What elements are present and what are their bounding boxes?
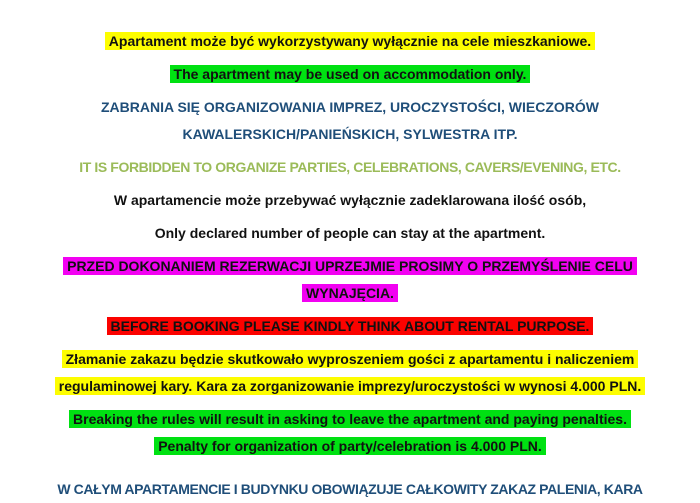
highlighted-text: Złamanie zakazu będzie skutkowało wyproszeniem gości z apartamentu i naliczeniem <box>62 350 639 368</box>
section-en-think-about-purpose <box>0 313 700 340</box>
rule-line <box>0 476 700 503</box>
highlighted-text: regulaminowej kary. Kara za zorganizowanie imprezy/uroczystości w wynosi 4.000 PLN. <box>55 377 646 395</box>
section-pl-declared-guests <box>0 187 700 214</box>
text: Only declared number of people can stay at the apartment. <box>154 225 546 241</box>
section-en-no-parties <box>0 154 700 181</box>
text: ZABRANIA SIĘ ORGANIZOWANIA IMPREZ, UROCZYSTOŚCI, WIECZORÓW <box>100 99 600 115</box>
rule-line <box>0 346 700 373</box>
rule-line <box>0 28 700 55</box>
rule-line <box>0 220 700 247</box>
highlighted-text: The apartment may be used on accommodation only. <box>170 65 531 83</box>
rule-line <box>0 61 700 88</box>
section-en-accommodation-only <box>0 61 700 88</box>
rule-line <box>0 187 700 214</box>
rule-line <box>0 280 700 307</box>
section-en-declared-guests <box>0 220 700 247</box>
rule-line <box>0 373 700 400</box>
highlighted-text: Penalty for organization of party/celebration is 4.000 PLN. <box>154 437 546 455</box>
text: IT IS FORBIDDEN TO ORGANIZE PARTIES, CELEBRATIONS, CAVERS/EVENING, ETC. <box>79 159 621 175</box>
section-pl-no-smoking-clipped <box>0 476 700 503</box>
section-en-penalty <box>0 406 700 460</box>
rule-line <box>0 433 700 460</box>
rule-line <box>0 94 700 121</box>
text: W apartamencie może przebywać wyłącznie zadeklarowana ilość osób, <box>113 192 587 208</box>
section-pl-no-parties <box>0 94 700 148</box>
text: W CAŁYM APARTAMENCIE I BUDYNKU OBOWIĄZUJE CAŁKOWITY ZAKAZ PALENIA, KARA <box>57 481 643 497</box>
highlighted-text: Apartament może być wykorzystywany wyłącznie na cele mieszkaniowe. <box>105 32 595 50</box>
rule-line <box>0 253 700 280</box>
highlighted-text: PRZED DOKONANIEM REZERWACJI UPRZEJMIE PROSIMY O PRZEMYŚLENIE CELU <box>63 257 637 275</box>
highlighted-text: WYNAJĘCIA. <box>302 284 398 302</box>
text: KAWALERSKICH/PANIEŃSKICH, SYLWESTRA ITP. <box>182 126 518 142</box>
rule-line <box>0 154 700 181</box>
rule-line <box>0 406 700 433</box>
section-pl-think-about-purpose <box>0 253 700 307</box>
highlighted-text: Breaking the rules will result in asking to leave the apartment and paying penalties. <box>69 410 631 428</box>
section-pl-penalty <box>0 346 700 400</box>
highlighted-text: BEFORE BOOKING PLEASE KINDLY THINK ABOUT RENTAL PURPOSE. <box>107 317 594 335</box>
rule-line <box>0 121 700 148</box>
section-pl-accommodation-only <box>0 28 700 55</box>
rule-line <box>0 313 700 340</box>
